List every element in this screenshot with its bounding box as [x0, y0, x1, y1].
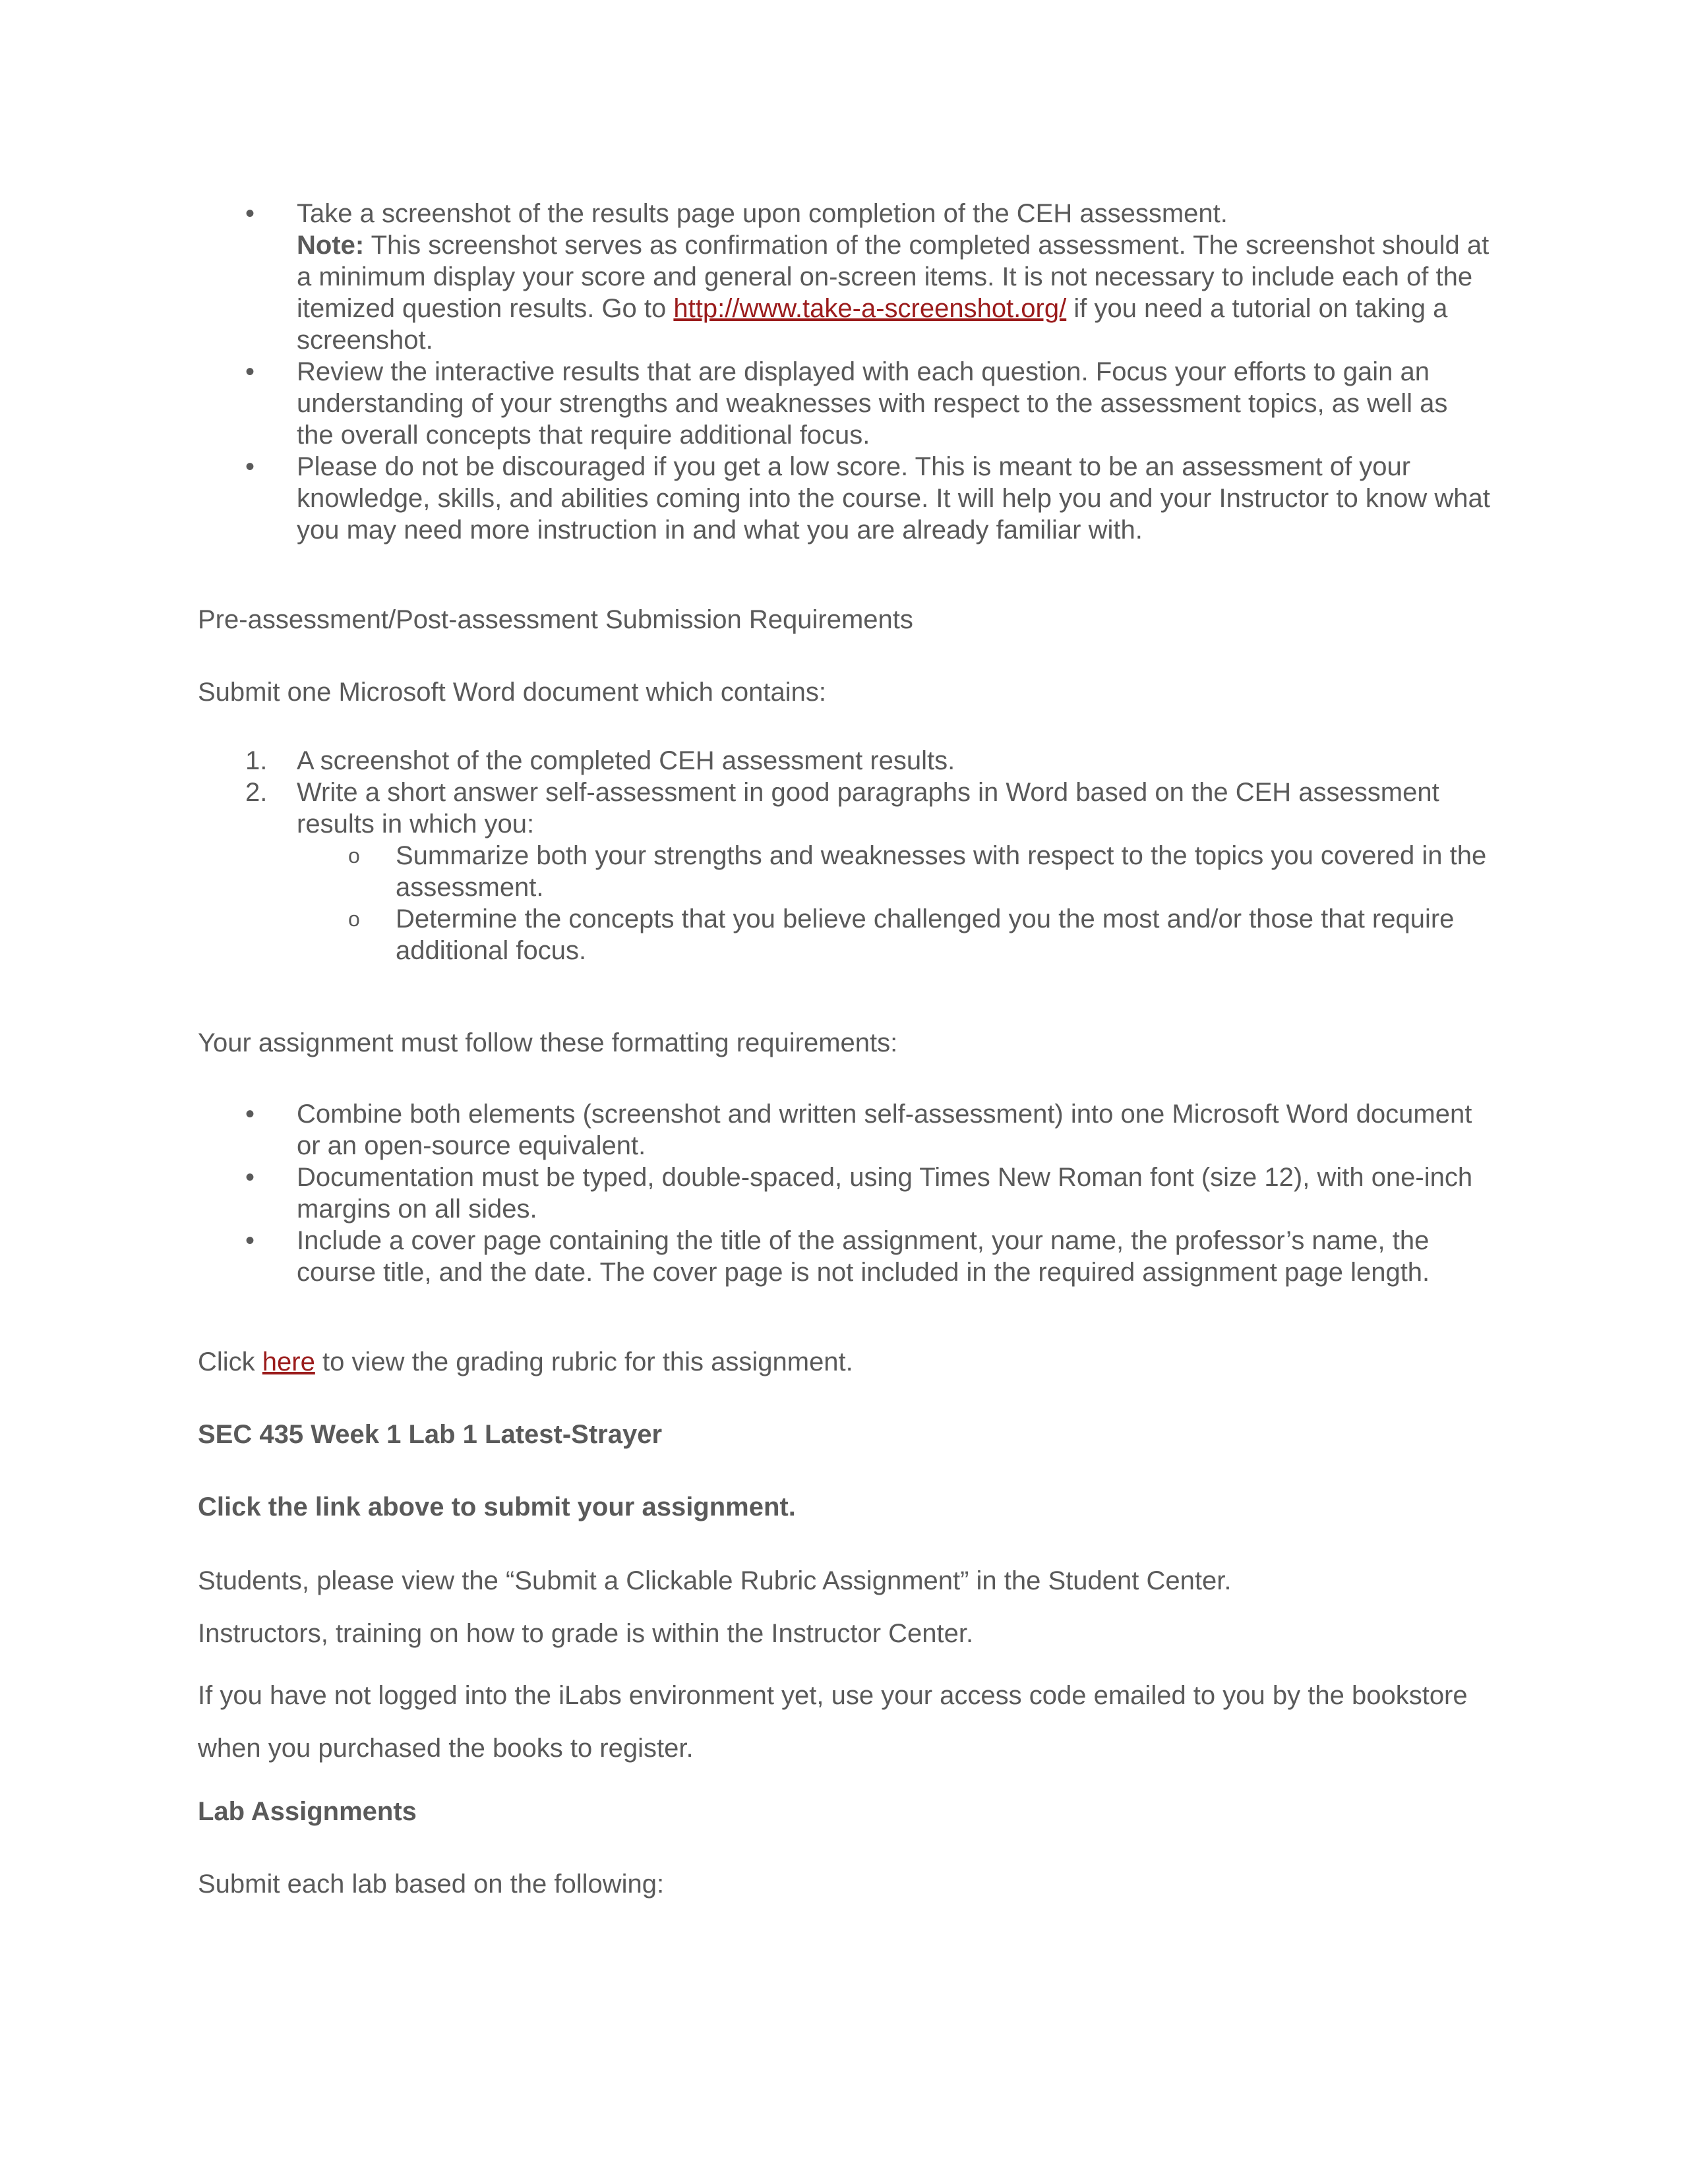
bullet-text: Include a cover page containing the title of the assignment, your name, the professor’s name, the course title, and the date. The cover page is not included in the required assignment page length.	[297, 1226, 1430, 1287]
bullet-text: Documentation must be typed, double-spaced, using Times New Roman font (size 12), with one-inch margins on all sides.	[297, 1163, 1473, 1224]
submission-heading: Pre-assessment/Post-assessment Submission Requirements	[198, 605, 913, 634]
students-note: Students, please view the “Submit a Clickable Rubric Assignment” in the Student Center.	[198, 1566, 1232, 1595]
bullet-text: Combine both elements (screenshot and written self-assessment) into one Microsoft Word document or an open-source equivalent.	[297, 1100, 1472, 1160]
item-text: Write a short answer self-assessment in good paragraphs in Word based on the CEH assessment results in which you:	[297, 778, 1439, 839]
list-item	[198, 1162, 1490, 1225]
lab-title: SEC 435 Week 1 Lab 1 Latest-Strayer	[198, 1420, 663, 1449]
bullet-text: Please do not be discouraged if you get a low score. This is meant to be an assessment of your knowledge, skills, and abilities coming into the course. It will help you and your Instructor to know what you may need more instruction in and what you are already familiar with.	[297, 452, 1490, 545]
sub-list-item	[297, 903, 1490, 966]
note-after-link: if you need a tutorial on taking a screenshot.	[297, 294, 1448, 355]
item-number: 1.	[245, 746, 268, 775]
bullet-text: Take a screenshot of the results page upon completion of the CEH assessment.	[297, 199, 1228, 228]
list-item	[198, 451, 1490, 546]
ilabs-note: If you have not logged into the iLabs environment yet, use your access code emailed to you by the bookstore when you purchased the books to register.	[198, 1681, 1468, 1763]
rubric-line	[198, 1346, 1490, 1378]
sub-item-text: Determine the concepts that you believe challenged you the most and/or those that require additional focus.	[396, 904, 1455, 965]
submit-instruction: Click the link above to submit your assignment.	[198, 1492, 796, 1521]
document-page	[198, 198, 1490, 1900]
submit-intro: Submit one Microsoft Word document which contains:	[198, 678, 827, 707]
instructors-note: Instructors, training on how to grade is within the Instructor Center.	[198, 1619, 974, 1648]
submit-each: Submit each lab based on the following:	[198, 1870, 665, 1899]
bullet-text: Review the interactive results that are displayed with each question. Focus your efforts to gain an understanding of your strengths and weaknesses with respect to the assessment topics, as well as the overall concepts that require additional focus.	[297, 357, 1448, 450]
formatting-heading: Your assignment must follow these formatting requirements:	[198, 1028, 898, 1057]
list-item	[198, 1225, 1490, 1288]
lab-assignments-heading: Lab Assignments	[198, 1797, 417, 1826]
list-item	[198, 198, 1490, 356]
list-item	[198, 356, 1490, 451]
item-number: 2.	[245, 778, 268, 807]
list-item	[198, 1098, 1490, 1162]
list-item	[198, 777, 1490, 966]
rubric-before: Click	[198, 1347, 262, 1376]
note-label: Note:	[297, 231, 365, 260]
item-text: A screenshot of the completed CEH assessment results.	[297, 746, 955, 775]
list-item	[198, 745, 1490, 777]
instructions-list	[198, 198, 1490, 546]
screenshot-tutorial-link[interactable]: http://www.take-a-screenshot.org/	[673, 294, 1067, 323]
formatting-list	[198, 1098, 1490, 1288]
rubric-after: to view the grading rubric for this assignment.	[315, 1347, 853, 1376]
rubric-link[interactable]: here	[262, 1347, 315, 1376]
sub-list	[297, 840, 1490, 966]
note-text: This screenshot serves as confirmation of the completed assessment. The screenshot should at a minimum display your score and general on-screen items. It is not necessary to include each of the itemized question results. Go to	[297, 231, 1490, 323]
submission-list	[198, 745, 1490, 966]
sub-list-item	[297, 840, 1490, 903]
sub-item-text: Summarize both your strengths and weaknesses with respect to the topics you covered in the assessment.	[396, 841, 1487, 902]
